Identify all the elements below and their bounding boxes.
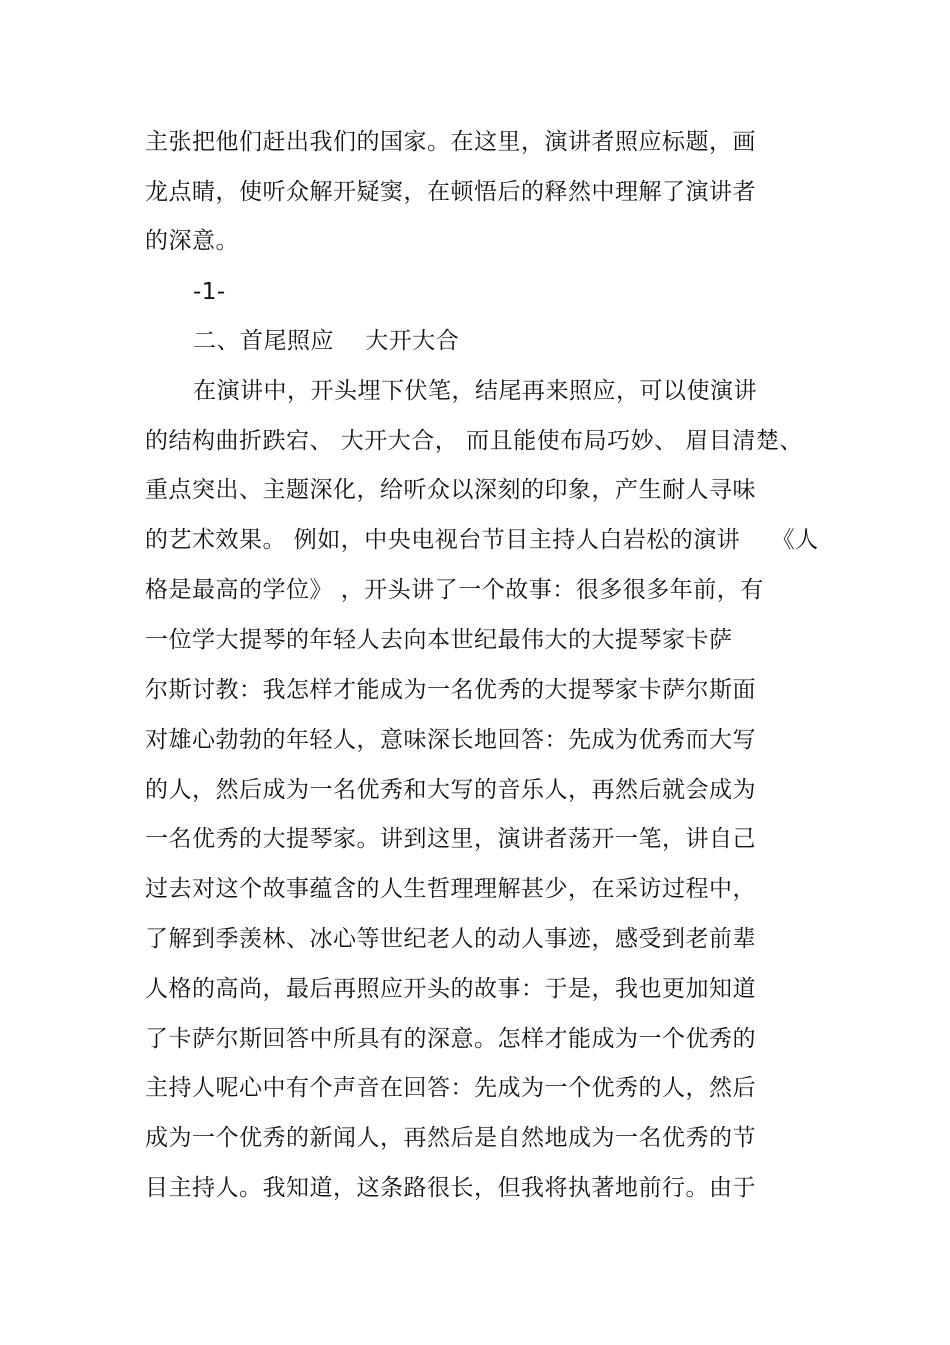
text-line: 的人，然后成为一名优秀和大写的音乐人，再然后就会成为 bbox=[145, 777, 756, 803]
text-line: 主张把他们赶出我们的国家。在这里，演讲者照应标题，画 bbox=[145, 129, 756, 155]
text-line: 的深意。 bbox=[145, 228, 239, 254]
text-line: 尔斯讨教：我怎样才能成为一名优秀的大提琴家卡萨尔斯面 bbox=[145, 677, 756, 703]
text-line: 人格的高尚，最后再照应开头的故事：于是，我也更加知道 bbox=[145, 976, 756, 1002]
text-line: 了卡萨尔斯回答中所具有的深意。怎样才能成为一个优秀的 bbox=[145, 1026, 756, 1052]
text-line: 成为一个优秀的新闻人，再然后是自然地成为一名优秀的节 bbox=[145, 1125, 756, 1151]
text-line: 的艺术效果。 例如，中央电视台节目主持人白岩松的演讲 《人 bbox=[145, 527, 819, 553]
text-line: 主持人呢心中有个声音在回答：先成为一个优秀的人，然后 bbox=[145, 1075, 756, 1101]
text-line: 格是最高的学位》 ，开头讲了一个故事：很多很多年前，有 bbox=[145, 577, 764, 603]
text-line: 的结构曲折跌宕、 大开大合， 而且能使布局巧妙、 眉目清楚、 bbox=[145, 428, 803, 454]
text-line: 过去对这个故事蕴含的人生哲理理解甚少，在采访过程中， bbox=[145, 876, 756, 902]
text-line: 重点突出、主题深化，给听众以深刻的印象，产生耐人寻味 bbox=[145, 477, 756, 503]
page-number: -1- bbox=[193, 279, 226, 305]
text-line: 一名优秀的大提琴家。讲到这里，演讲者荡开一笔，讲自己 bbox=[145, 826, 756, 852]
text-line: 目主持人。我知道，这条路很长，但我将执著地前行。由于 bbox=[145, 1175, 756, 1201]
text-line: 龙点睛，使听众解开疑窦，在顿悟后的释然中理解了演讲者 bbox=[145, 179, 756, 205]
text-line: 了解到季羡林、冰心等世纪老人的动人事迹，感受到老前辈 bbox=[145, 926, 756, 952]
text-line: 对雄心勃勃的年轻人，意味深长地回答：先成为优秀而大写 bbox=[145, 727, 756, 753]
section-heading: 二、首尾照应 大开大合 bbox=[193, 328, 460, 354]
text-line: 一位学大提琴的年轻人去向本世纪最伟大的大提琴家卡萨 bbox=[145, 627, 733, 653]
text-line: 在演讲中，开头埋下伏笔，结尾再来照应，可以使演讲 bbox=[193, 378, 757, 404]
